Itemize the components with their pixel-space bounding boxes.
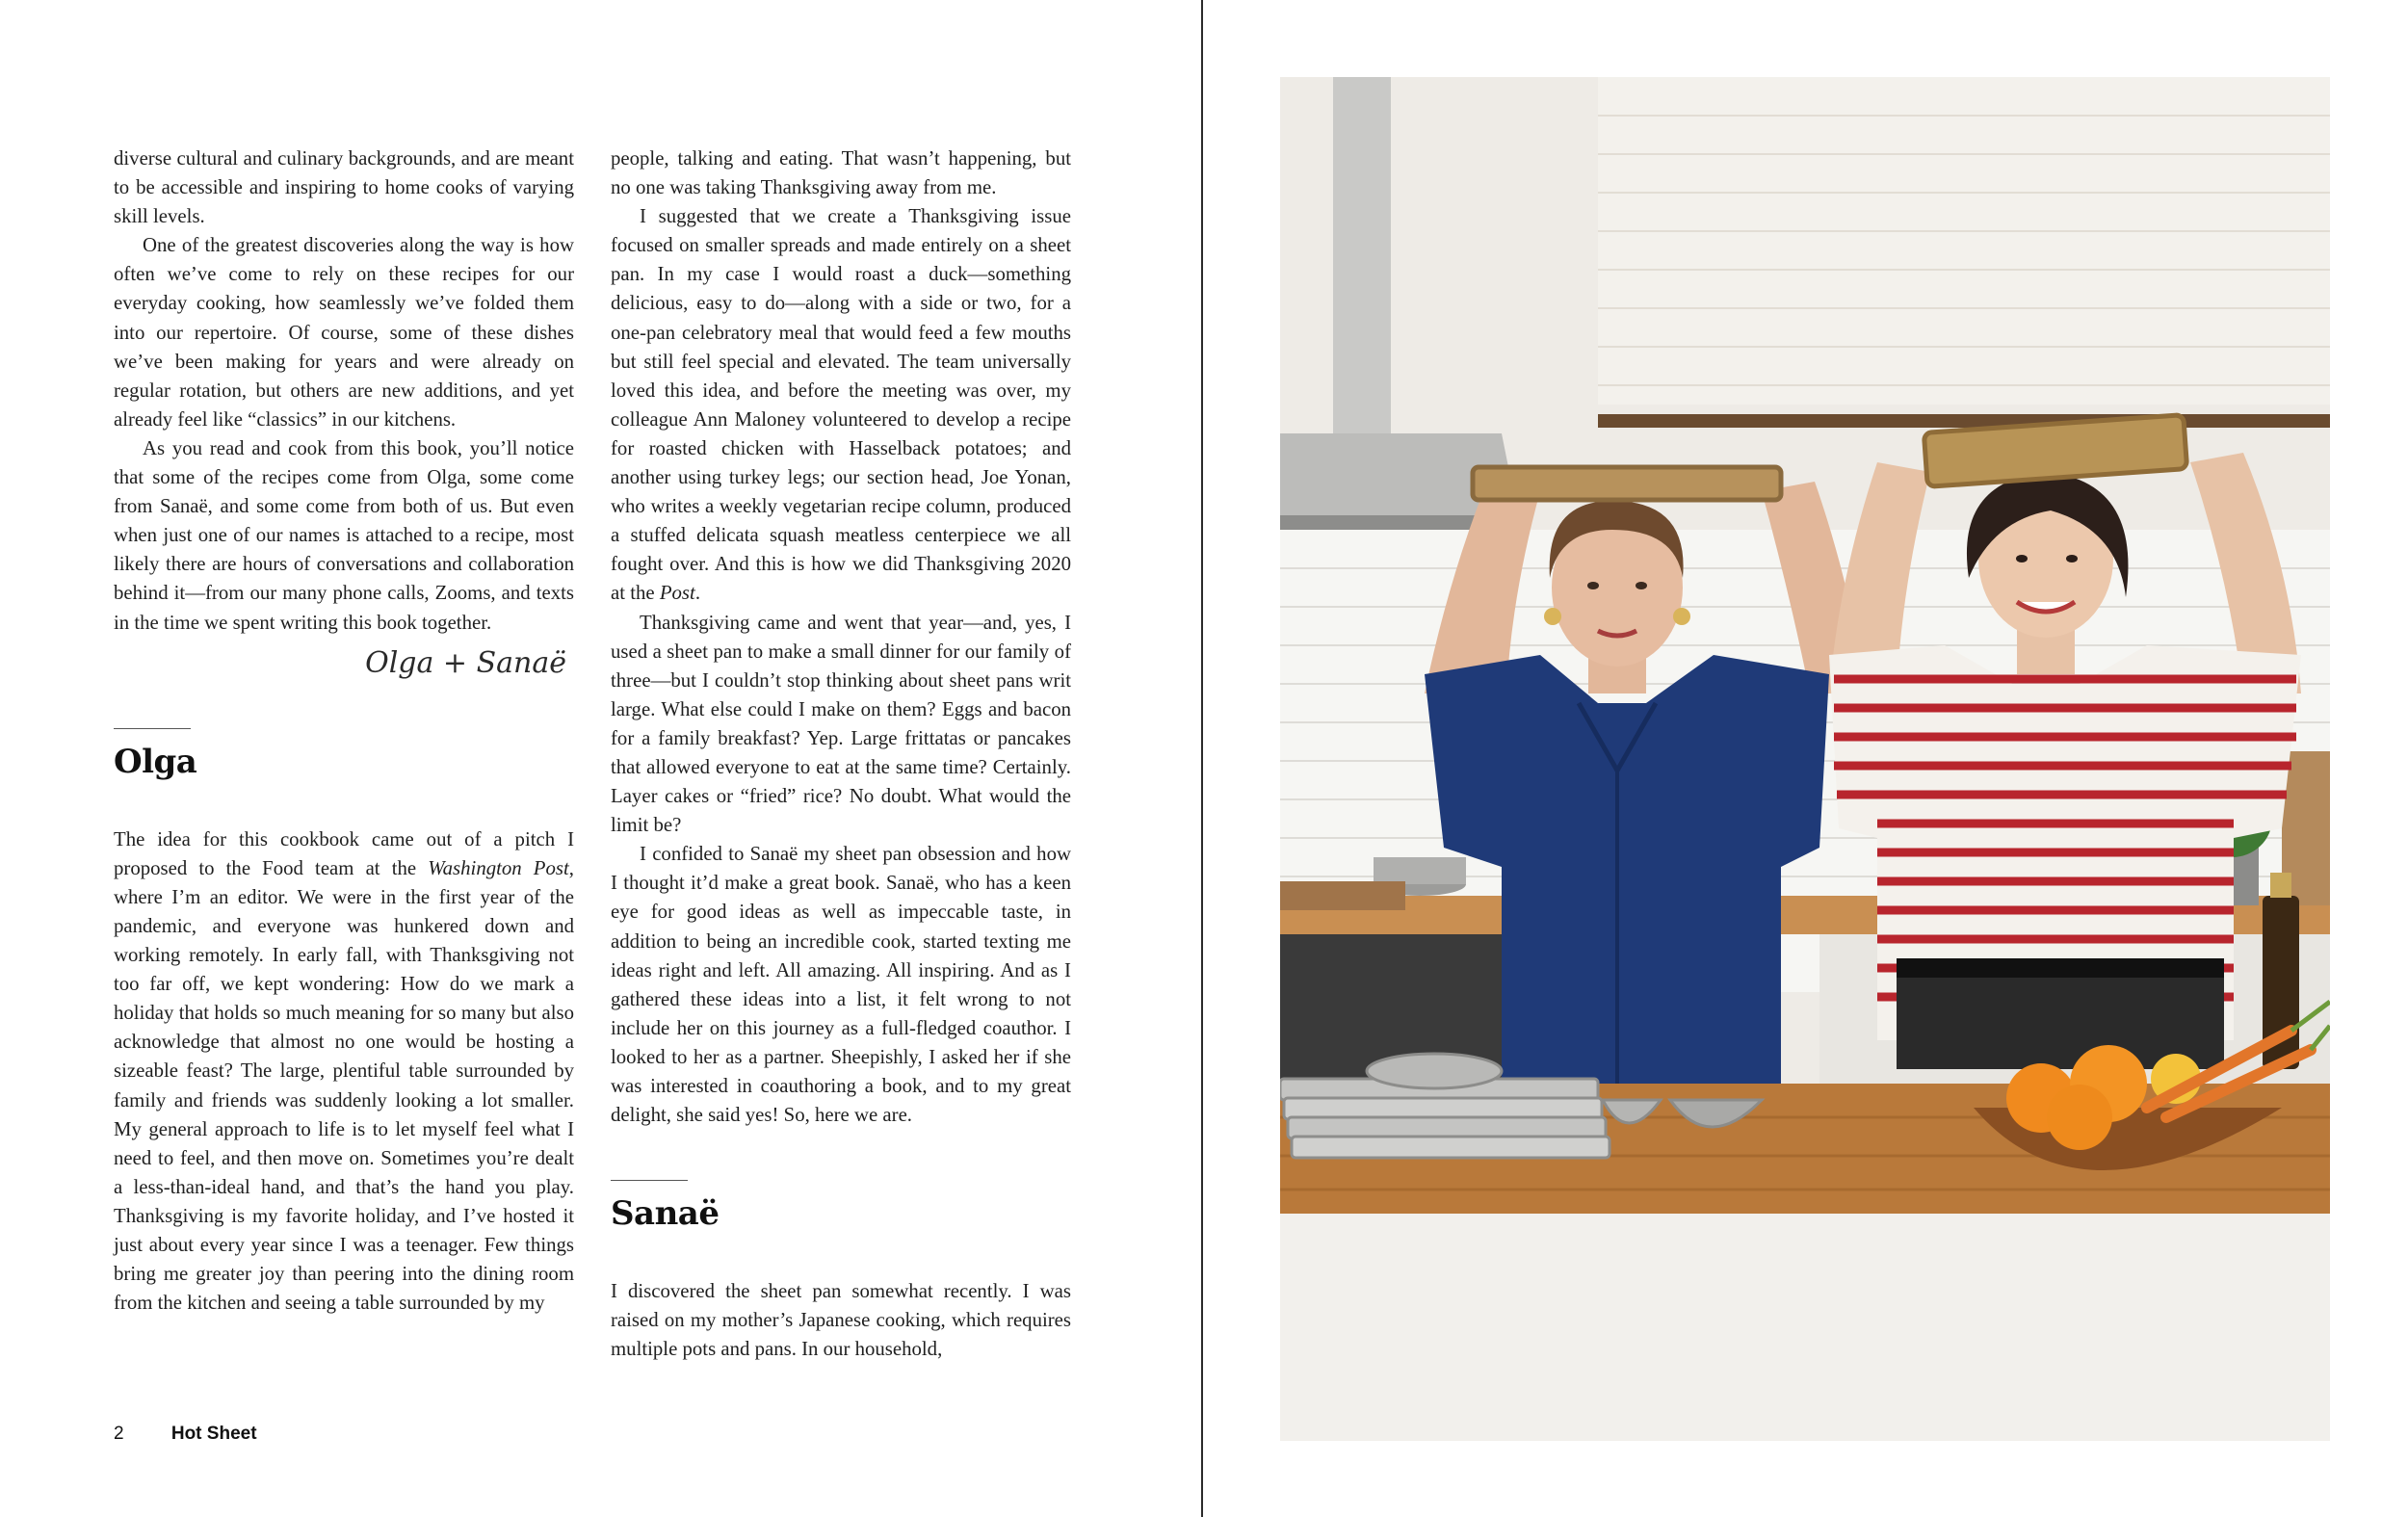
earring (1544, 608, 1561, 625)
belt (1897, 958, 2224, 978)
cooks-kitchen-photo (1280, 77, 2330, 1441)
page-footer (114, 1424, 257, 1445)
island-front (1280, 1214, 2330, 1441)
sheet-pan-overhead (1473, 467, 1781, 500)
section-heading-olga: Olga (114, 742, 197, 781)
stacked-sheet-pans (1280, 1079, 1610, 1158)
hood-duct (1333, 77, 1391, 433)
spread-gutter-divider (1201, 0, 1203, 1517)
body-paragraph-olga: The idea for this cookbook came out of a pitch I proposed to the Food team at the Washington Post, where I’m an editor. We were in the first year of the pandemic, and everyone was hunkered down and working remotely. In early fall, with Thanksgiving not too far off, we kept wondering: How do we mark a holiday that holds so much meaning for so many but also acknowledge that almost no one would be hosting a sizeable feast? The large, plentiful table surrounded by family and friends was suddenly looking a lot smaller. My general approach to life is to let myself feel what I need to feel, and then move on. Sometimes you’re dealt a less-than-ideal hand, and that’s the hand you play. Thanksgiving is my favorite holiday, and I’ve hosted it just about every year since I was a teenager. Few things bring me greater joy than peering into the dining room from the kitchen and seeing a table surrounded by my (114, 827, 574, 1315)
body-paragraph: One of the greatest discoveries along the way is how often we’ve come to rely on these recipes for our everyday cooking, how seamlessly we’ve folded them into our repertoire. Of course, some of these dishes we’ve been making for years and were already on regular rotation, but others are new additions, and yet already feel like “classics” in our kitchens. (114, 234, 574, 431)
body-paragraph-sanae: I discovered the sheet pan somewhat recently. I was raised on my mother’s Japanese cooking, which requires multiple pots and pans. In our household, (611, 1280, 1071, 1361)
text-column-right (611, 144, 1071, 1364)
body-paragraph: diverse cultural and culinary backgrounds, and are meant to be accessible and inspiring to home cooks of varying skill levels. (114, 147, 574, 228)
wall-shelf (1598, 414, 2330, 428)
body-paragraph: I confided to Sanaë my sheet pan obsession and how I thought it’d make a great book. Sanaë, who has a keen eye for good ideas as well as impeccable taste, in addition to being an incredible cook, started texting me ideas right and left. All amazing. All inspiring. And as I gathered these ideas into a list, it felt wrong to not include her on this journey as a full-fledged coauthor. I looked to her as a partner. Sheepishly, I asked her if she was interested in coauthoring a book, and to my great delight, she said yes! So, here we are. (611, 843, 1071, 1127)
dark-trousers (1897, 963, 2224, 1069)
running-title: Hot Sheet (170, 1424, 257, 1444)
publication-name: Washington Post (428, 856, 569, 879)
publication-name: Post (659, 582, 695, 605)
person-sanae (1829, 415, 2301, 1069)
orange (2047, 1085, 2112, 1150)
section-heading-sanae: Sanaë (611, 1194, 720, 1234)
brick-wall (1598, 77, 2330, 405)
text-column-left (114, 144, 574, 1318)
page-number: 2 (114, 1424, 124, 1444)
photo-illustration (1280, 77, 2330, 1441)
authors-signature: Olga + Sanaë (365, 645, 566, 680)
sheet-pan-on-stove (1280, 881, 1405, 910)
body-paragraph: Thanksgiving came and went that year—and, yes, I used a sheet pan to make a small dinner for our family of three—but I couldn’t stop thinking about sheet pans writ large. What else could I make on them? Eggs and bacon for a family breakfast? Yep. Large frittatas or pancakes that allowed everyone to eat at the same time? Certainly. Layer cakes or “fried” rice? No doubt. What would the limit be? (611, 611, 1071, 837)
body-paragraph: people, talking and eating. That wasn’t happening, but no one was taking Thanksgiving away from me. (611, 147, 1071, 199)
metal-bowl (1367, 1054, 1502, 1088)
body-paragraph: As you read and cook from this book, you’ll notice that some of the recipes come from Olga, some come from Sanaë, and some come from both of us. But even when just one of our names is attached to a recipe, most likely there are hours of conversations and collaboration behind it—from our many phone calls, Zooms, and texts in the time we spent writing this book together. (114, 436, 574, 634)
body-paragraph: I suggested that we create a Thanksgiving issue focused on smaller spreads and made entirely on a sheet pan. In my case I would roast a duck—something delicious, easy to do—along with a side or two, for a one-pan celebratory meal that would feed a few mouths but still feel special and elevated. The team universally loved this idea, and before the meeting was over, my colleague Ann Maloney volunteered to develop a recipe for roasted chicken with Hasselback potatoes; and another using turkey legs; our section head, Joe Yonan, who writes a weekly vegetarian recipe column, produced a stuffed delicata squash meatless centerpiece we all fought over. And this is how we did Thanksgiving 2020 at the Post. (611, 205, 1071, 605)
earring (1673, 608, 1690, 625)
